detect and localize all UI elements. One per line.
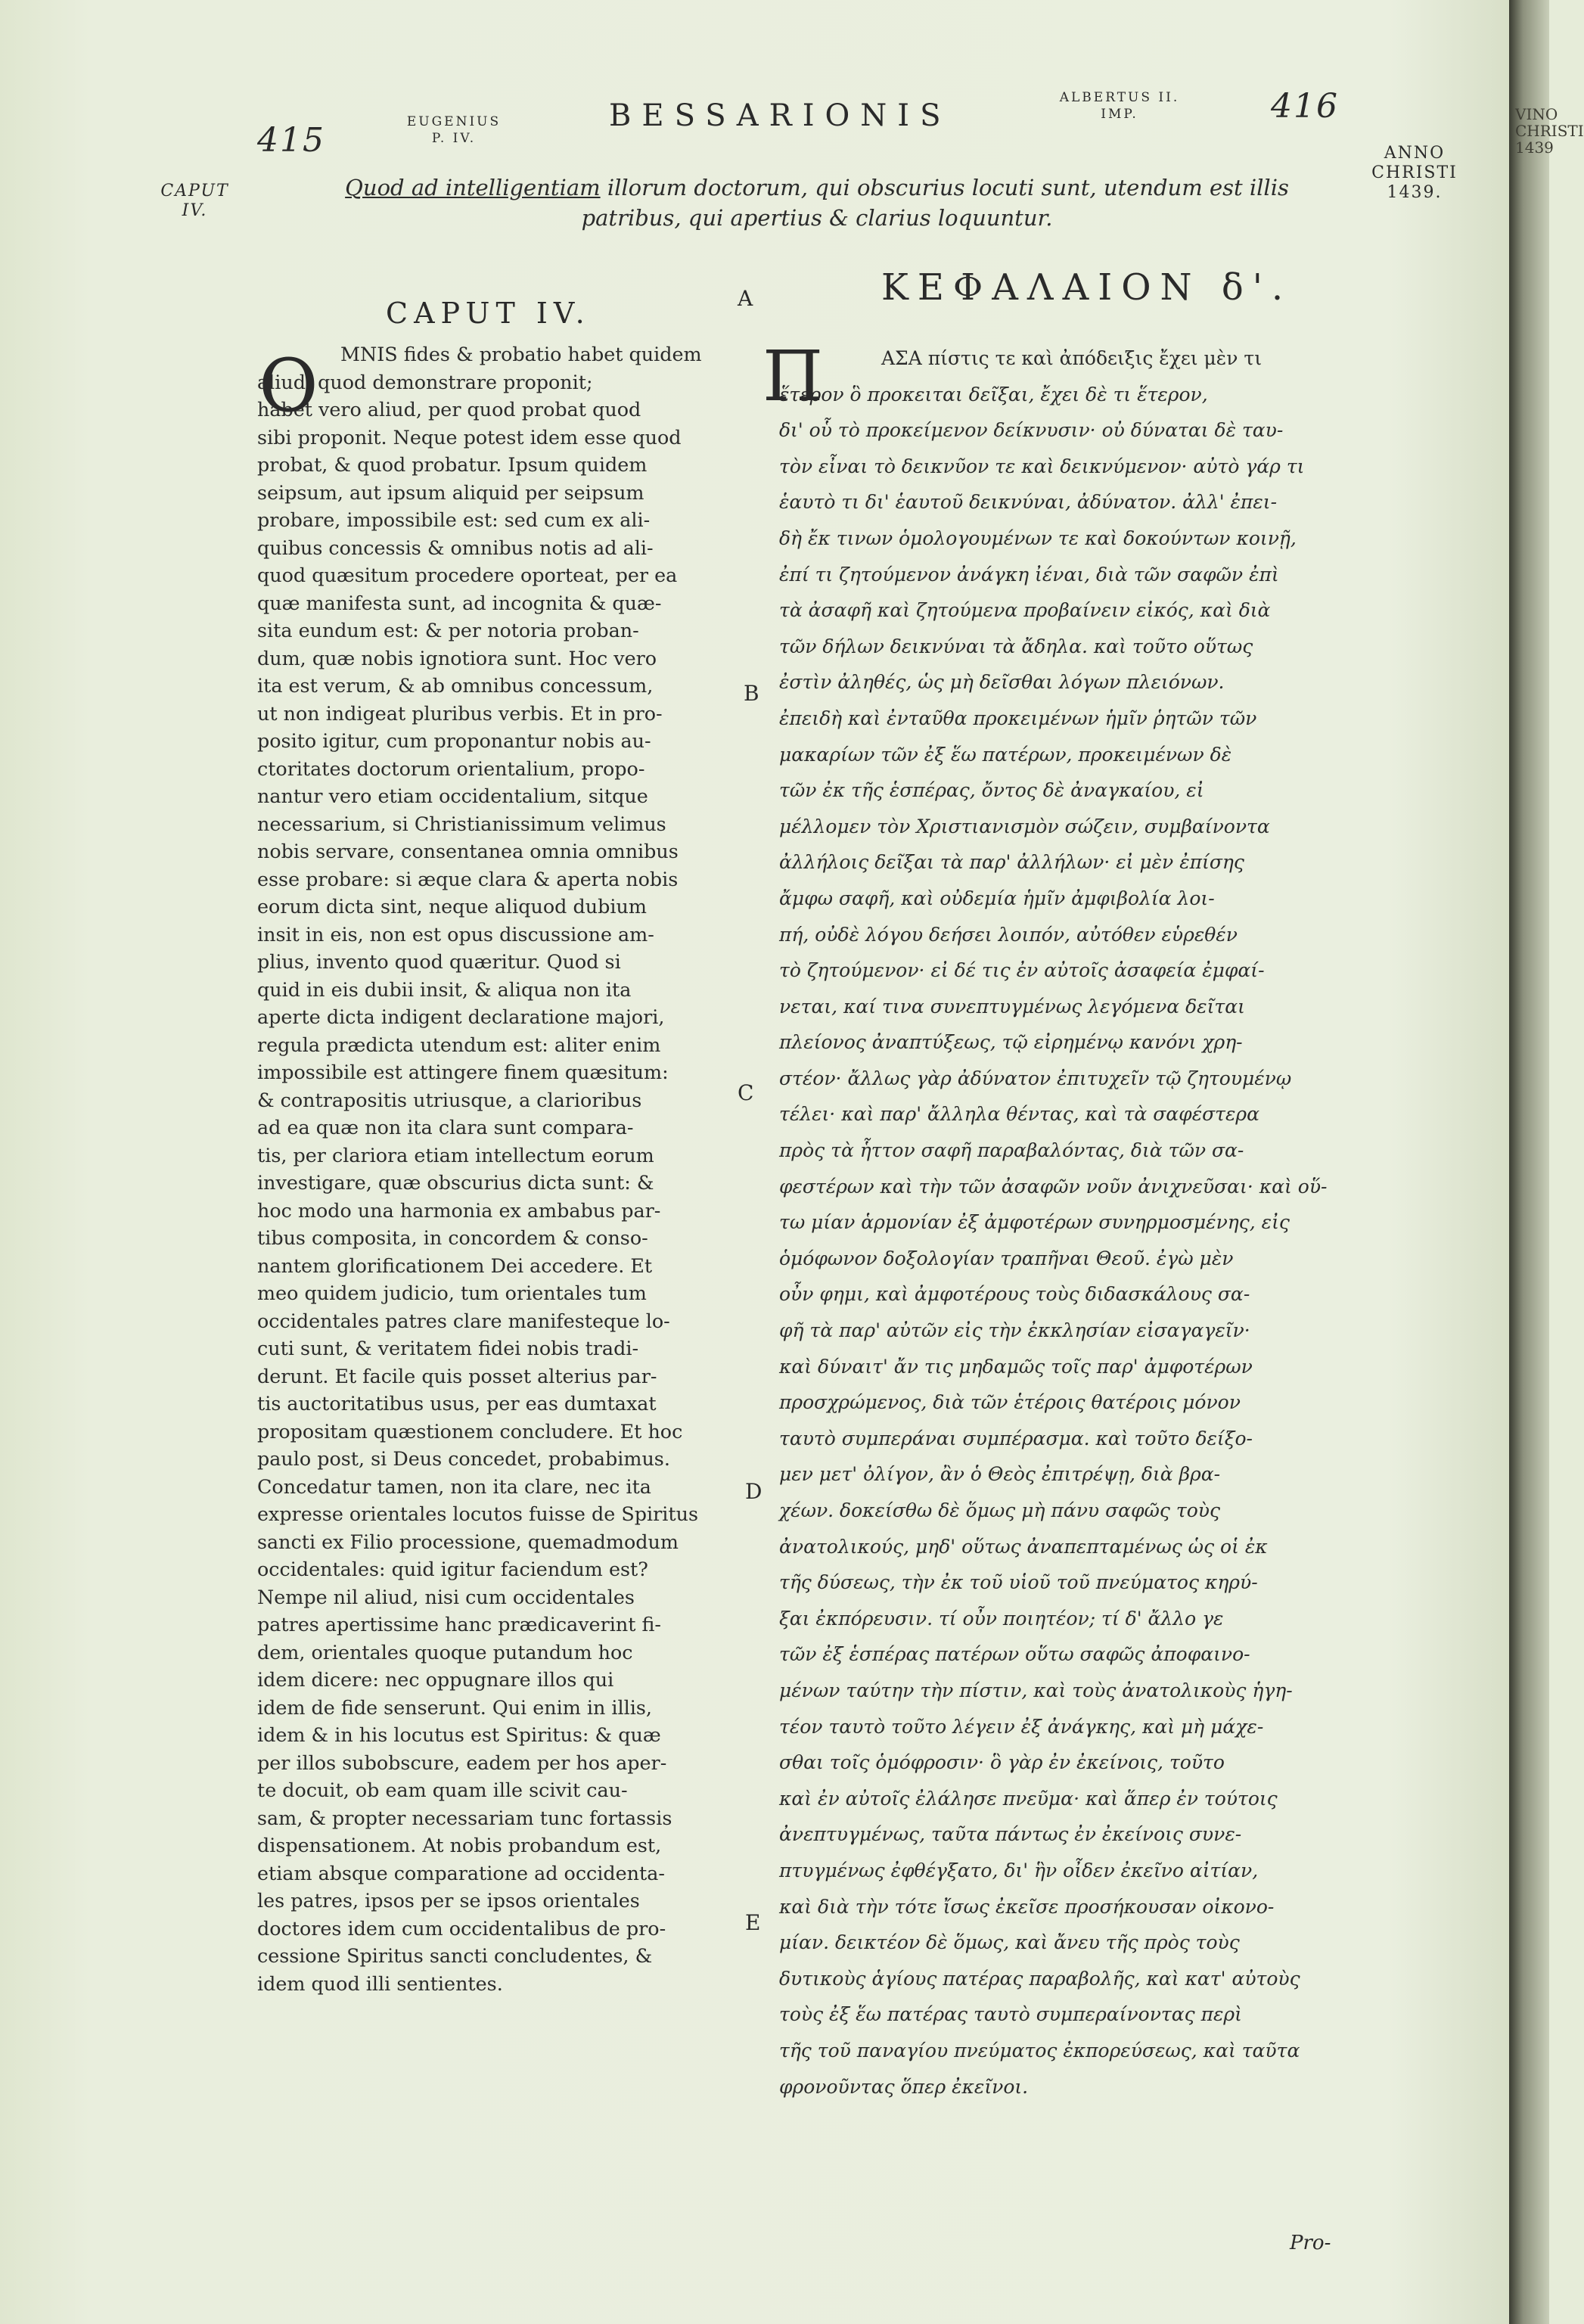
chapter-title-rest: illorum doctorum, qui obscurius locuti sunt, utendum est illis	[600, 175, 1289, 200]
latin-text-line: nantem glorificationem Dei accedere. Et	[257, 1254, 653, 1277]
latin-heading: CAPUT IV.	[386, 297, 591, 330]
caput-label: CAPUT	[160, 182, 229, 200]
latin-text-line: idem dicere: nec oppugnare illos qui	[257, 1668, 614, 1691]
section-mark-a: A	[738, 286, 753, 311]
section-mark-e: E	[745, 1910, 761, 1935]
latin-text-line: insit in eis, non est opus discussione am-	[257, 922, 654, 946]
greek-text-line: προσχρώμενος, διὰ τῶν ἑτέροις θατέροις μόνον	[779, 1391, 1241, 1414]
right-emperor-label	[1048, 89, 1191, 123]
caput-margin-note	[151, 182, 238, 221]
greek-text-line: φρονοῦντας ὅπερ ἐκεῖνοι.	[779, 2075, 1029, 2098]
latin-text-line: probare, impossibile est: sed cum ex ali-	[257, 508, 651, 531]
latin-text-line: patres apertissime hanc prædicaverint fi-	[257, 1613, 661, 1636]
chapter-title-line-1	[318, 172, 1316, 203]
latin-text-line: sancti ex Filio processione, quemadmodum	[257, 1530, 679, 1553]
greek-text-line: οὖν φημι, καὶ ἀμφοτέρους τοὺς διδασκάλους σα-	[779, 1283, 1250, 1306]
greek-text-line: καὶ ἐν αὐτοῖς ἐλάλησε πνεῦμα· καὶ ἅπερ ἐν τούτοις	[779, 1787, 1278, 1810]
greek-drop-cap: Π	[762, 336, 824, 417]
latin-text-line: necessarium, si Christianissimum velimus	[257, 812, 666, 835]
emperor-name: ALBERTUS II.	[1059, 90, 1180, 105]
greek-text-line: ΑΣΑ πίστις τε καὶ ἀπόδειξις ἔχει μὲν τι	[881, 347, 1262, 369]
chapter-title-line-2: patribus, qui apertius & clarius loquuntur.	[581, 205, 1053, 231]
greek-text-line: ἄμφω σαφῆ, καὶ οὐδεμία ἡμῖν ἀμφιβολία λοι-	[779, 887, 1215, 909]
latin-text-line: aliud, quod demonstrare proponit;	[257, 370, 593, 393]
latin-text-line: seipsum, aut ipsum aliquid per seipsum	[257, 480, 644, 504]
latin-text-line: cuti sunt, & veritatem fidei nobis tradi-	[257, 1337, 639, 1359]
greek-text-line: ξαι ἐκπόρευσιν. τί οὖν ποιητέον; τί δ' ἄλλο γε	[779, 1607, 1224, 1630]
latin-text-line: ad ea quæ non ita clara sunt compara-	[257, 1116, 634, 1139]
greek-text-line: μένων ταύτην τὴν πίστιν, καὶ τοὺς ἀνατολικοὺς ἡγη-	[779, 1679, 1293, 1701]
latin-text-line: posito igitur, cum proponantur nobis au-	[257, 729, 651, 752]
pope-sub: P. IV.	[431, 131, 477, 146]
greek-text-line: μεν μετ' ὀλίγον, ἂν ὁ Θεὸς ἐπιτρέψῃ, διὰ βρα-	[779, 1463, 1221, 1486]
latin-text-line: sita eundum est: & per notoria proban-	[257, 619, 639, 642]
greek-text-line: ἐπειδὴ καὶ ἐνταῦθα προκειμένων ἡμῖν ῥητῶν τῶν	[779, 707, 1257, 729]
latin-text-line: ctoritates doctorum orientalium, propo-	[257, 757, 645, 780]
pope-name: EUGENIUS	[406, 114, 502, 129]
latin-text-line: sibi proponit. Neque potest idem esse quod	[257, 425, 682, 449]
latin-text-line: propositam quæstionem concludere. Et hoc	[257, 1419, 683, 1443]
latin-text-line: occidentales: quid igitur faciendum est?	[257, 1558, 648, 1580]
greek-text-line: τέον ταυτὸ τοῦτο λέγειν ἐξ ἀνάγκης, καὶ μὴ μάχε-	[779, 1715, 1264, 1738]
greek-text-line: ἀλλήλοις δεῖξαι τὰ παρ' ἀλλήλων· εἰ μὲν ἐπίσης	[779, 851, 1244, 874]
latin-text-line: sam, & propter necessariam tunc fortassis	[257, 1806, 672, 1829]
greek-text-line: σθαι τοῖς ὁμόφροσιν· ὃ γὰρ ἐν ἐκείνοις, τοῦτο	[779, 1751, 1225, 1774]
greek-column	[779, 340, 1399, 2105]
greek-text-line: ὁμόφωνον δοξολογίαν τραπῆναι Θεοῦ. ἐγὼ μὲν	[779, 1247, 1234, 1269]
latin-text-line: idem quod illi sentientes.	[257, 1971, 503, 1995]
latin-text-line: impossibile est attingere finem quæsitum:	[257, 1061, 669, 1083]
latin-text-line: MNIS fides & probatio habet quidem	[340, 343, 702, 365]
latin-text-line: occidentales patres clare manifesteque lo-	[257, 1309, 670, 1332]
latin-drop-cap: O	[259, 343, 318, 428]
greek-text-line: ἑαυτὸ τι δι' ἑαυτοῦ δεικνύναι, ἀδύνατον. ἀλλ' ἐπει-	[779, 491, 1278, 514]
greek-text-line: δι' οὗ τὸ προκείμενον δείκνυσιν· οὐ δύναται δὲ ταυ-	[779, 419, 1284, 442]
caput-number: IV.	[182, 201, 208, 220]
latin-column	[257, 340, 738, 1997]
catchword: Pro-	[1290, 2232, 1331, 2254]
greek-text-line: ἐστὶν ἀληθές, ὡς μὴ δεῖσθαι λόγων πλειόνων.	[779, 671, 1225, 694]
left-pope-label	[397, 113, 511, 147]
greek-text-line: φῆ τὰ παρ' αὐτῶν εἰς τὴν ἐκκλησίαν εἰσαγαγεῖν·	[779, 1319, 1250, 1342]
greek-text-line: τῶν ἐκ τῆς ἑσπέρας, ὄντος δὲ ἀναγκαίου, εἰ	[779, 779, 1204, 802]
greek-text-line: καὶ δύναιτ' ἄν τις μηδαμῶς τοῖς παρ' ἀμφοτέρων	[779, 1355, 1253, 1378]
greek-text-line: ἐπί τι ζητούμενον ἀνάγκη ἰέναι, διὰ τῶν σαφῶν ἐπὶ	[779, 563, 1279, 586]
latin-text-line: idem de fide senserunt. Qui enim in illis,	[257, 1695, 652, 1719]
greek-text-line: μέλλομεν τὸν Χριστιανισμὸν σώζειν, συμβαίνοντα	[779, 815, 1270, 837]
latin-text-line: plius, invento quod quæritur. Quod si	[257, 950, 621, 973]
latin-text-line: dispensationem. At nobis probandum est,	[257, 1834, 662, 1856]
left-page-number: 415	[257, 121, 325, 160]
greek-text-line: ἀνεπτυγμένως, ταῦτα πάντως ἐν ἐκείνοις συνε-	[779, 1823, 1242, 1846]
greek-text-line: τῶν ἐξ ἑσπέρας πατέρων οὕτω σαφῶς ἀποφαινο-	[779, 1643, 1250, 1666]
facing-page-text: VINO CHRISTI 1439	[1515, 105, 1584, 157]
section-mark-b: B	[744, 681, 759, 706]
greek-text-line: τῆς τοῦ παναγίου πνεύματος ἐκπορεύσεως, καὶ ταῦτα	[779, 2039, 1300, 2061]
latin-text-line: tis, per clariora etiam intellectum eorum	[257, 1143, 654, 1167]
greek-text-line: δὴ ἔκ τινων ὁμολογουμένων τε καὶ δοκούντων κοινῇ,	[779, 527, 1297, 549]
latin-text-line: investigare, quæ obscurius dicta sunt: &	[257, 1171, 654, 1194]
greek-text-line: τὸ ζητούμενον· εἰ δέ τις ἐν αὐτοῖς ἀσαφεία ἐμφαί-	[779, 959, 1265, 982]
latin-text-line: te docuit, ob eam quam ille scivit cau-	[257, 1779, 628, 1801]
latin-text-line: dem, orientales quoque putandum hoc	[257, 1640, 633, 1664]
christi-label: CHRISTI	[1371, 163, 1458, 182]
latin-text-line: quibus concessis & omnibus notis ad ali-	[257, 536, 654, 559]
latin-text-line: habet vero aliud, per quod probat quod	[257, 398, 641, 421]
latin-text-line: etiam absque comparatione ad occidenta-	[257, 1861, 665, 1884]
anno-margin-note	[1362, 144, 1468, 203]
greek-text-line: τῆς δύσεως, τὴν ἐκ τοῦ υἱοῦ τοῦ πνεύματος κηρύ-	[779, 1571, 1258, 1594]
running-title: BESSARIONIS	[609, 98, 952, 133]
year-label: 1439.	[1387, 183, 1443, 202]
latin-text-line: aperte dicta indigent declaratione majori,	[257, 1005, 665, 1028]
latin-text-line: doctores idem cum occidentalibus de pro-	[257, 1916, 666, 1940]
greek-text-line: πρὸς τὰ ἧττον σαφῆ παραβαλόντας, διὰ τῶν σα-	[779, 1139, 1244, 1162]
latin-text-line: paulo post, si Deus concedet, probabimus.	[257, 1447, 670, 1470]
greek-text-line: τέλει· καὶ παρ' ἄλληλα θέντας, καὶ τὰ σαφέστερα	[779, 1103, 1259, 1126]
greek-text-line: τοὺς ἐξ ἕω πατέρας ταυτὸ συμπεραίνοντας περὶ	[779, 2003, 1242, 2026]
greek-text-line: πή, οὐδὲ λόγου δεήσει λοιπόν, αὐτόθεν εὑρεθέν	[779, 923, 1238, 946]
latin-text-line: hoc modo una harmonia ex ambabus par-	[257, 1198, 661, 1222]
greek-text-line: τὸν εἶναι τὸ δεικνῦον τε καὶ δεικνύμενον· αὐτὸ γάρ τι	[779, 455, 1305, 477]
latin-text-line: tis auctoritatibus usus, per eas dumtaxat	[257, 1392, 657, 1415]
emperor-sub: IMP.	[1101, 107, 1138, 122]
greek-text-line: τὰ ἀσαφῆ καὶ ζητούμενα προβαίνειν εἰκός, καὶ διὰ	[779, 599, 1271, 622]
latin-text-line: quod quæsitum procedere oporteat, per ea	[257, 564, 678, 586]
greek-text-line: ταυτὸ συμπεράναι συμπέρασμα. καὶ τοῦτο δείξο-	[779, 1427, 1253, 1449]
section-mark-c: C	[738, 1080, 754, 1105]
greek-text-line: τῶν δήλων δεικνύναι τὰ ἄδηλα. καὶ τοῦτο οὕτως	[779, 635, 1253, 657]
latin-text-line: cessione Spiritus sancti concludentes, &	[257, 1944, 653, 1967]
facing-page-edge	[1509, 0, 1584, 2324]
greek-text-line: νεται, καί τινα συνεπτυγμένως λεγόμενα δεῖται	[779, 995, 1245, 1018]
latin-text-line: eorum dicta sint, neque aliquod dubium	[257, 895, 647, 918]
greek-text-line: ἀνατολικούς, μηδ' οὕτως ἀναπεπταμένως ὡς οἱ ἐκ	[779, 1535, 1268, 1558]
latin-text-line: meo quidem judicio, tum orientales tum	[257, 1282, 647, 1304]
latin-text-line: les patres, ipsos per se ipsos orientales	[257, 1889, 640, 1912]
anno-label: ANNO	[1384, 144, 1446, 163]
latin-text-line: tibus composita, in concordem & conso-	[257, 1226, 648, 1249]
chapter-title	[318, 172, 1316, 233]
latin-text-line: probat, & quod probatur. Ipsum quidem	[257, 453, 648, 476]
right-page-number: 416	[1271, 87, 1339, 126]
latin-text-line: regula prædicta utendum est: aliter enim	[257, 1033, 661, 1056]
greek-text-line: στέον· ἄλλως γὰρ ἀδύνατον ἐπιτυχεῖν τῷ ζητουμένῳ	[779, 1067, 1292, 1089]
latin-text-line: esse probare: si æque clara & aperta nobis	[257, 867, 679, 890]
chapter-title-first-words: Quod ad intelligentiam	[345, 175, 601, 200]
greek-text-line: ἕτερον ὃ προκειται δεῖξαι, ἔχει δὲ τι ἕτερον,	[779, 383, 1208, 405]
greek-text-line: μακαρίων τῶν ἐξ ἕω πατέρων, προκειμένων δὲ	[779, 743, 1232, 766]
greek-text-line: καὶ διὰ τὴν τότε ἴσως ἐκεῖσε προσήκουσαν οἰκονο-	[779, 1895, 1275, 1918]
greek-heading: ΚΕΦΑΛΑΙΟΝ δ'.	[881, 266, 1293, 309]
latin-text-line: nantur vero etiam occidentalium, sitque	[257, 785, 648, 807]
latin-text-line: dum, quæ nobis ignotiora sunt. Hoc vero	[257, 646, 657, 670]
latin-text-line: per illos subobscure, eadem per hos aper-	[257, 1751, 667, 1774]
latin-text-line: & contrapositis utriusque, a clarioribus	[257, 1088, 642, 1111]
greek-text-line: πτυγμένως ἐφθέγξατο, δι' ἣν οἶδεν ἐκεῖνο αἰτίαν,	[779, 1859, 1259, 1881]
latin-text-line: Nempe nil aliud, nisi cum occidentales	[257, 1585, 635, 1608]
greek-text-line: μίαν. δεικτέον δὲ ὅμως, καὶ ἄνευ τῆς πρὸς τοὺς	[779, 1931, 1240, 1954]
latin-text-line: Concedatur tamen, non ita clare, nec ita	[257, 1474, 651, 1498]
latin-text-line: quæ manifesta sunt, ad incognita & quæ-	[257, 591, 662, 614]
greek-text-line: φεστέρων καὶ τὴν τῶν ἀσαφῶν νοῦν ἀνιχνεῦσαι· καὶ οὕ-	[779, 1175, 1328, 1198]
latin-text-line: nobis servare, consentanea omnia omnibus	[257, 840, 679, 862]
latin-text-line: expresse orientales locutos fuisse de Spiritus	[257, 1502, 698, 1525]
latin-text-line: idem & in his locutus est Spiritus: & quæ	[257, 1723, 661, 1746]
greek-text-line: δυτικοὺς ἁγίους πατέρας παραβολῆς, καὶ κατ' αὐτοὺς	[779, 1967, 1300, 1990]
latin-text-line: quid in eis dubii insit, & aliqua non ita	[257, 977, 632, 1001]
greek-text-line: τω μίαν ἁρμονίαν ἐξ ἀμφοτέρων συνηρμοσμένης, εἰς	[779, 1211, 1290, 1234]
latin-text-line: ita est verum, & ab omnibus concessum,	[257, 674, 654, 697]
greek-text-line: πλείονος ἀναπτύξεως, τῷ εἰρημένῳ κανόνι χρη-	[779, 1031, 1243, 1054]
section-mark-d: D	[745, 1479, 762, 1504]
latin-text-line: ut non indigeat pluribus verbis. Et in pro-	[257, 701, 663, 725]
greek-text-line: χέων. δοκείσθω δὲ ὅμως μὴ πάνυ σαφῶς τοὺς	[779, 1499, 1220, 1521]
latin-text-line: derunt. Et facile quis posset alterius par-	[257, 1364, 657, 1387]
